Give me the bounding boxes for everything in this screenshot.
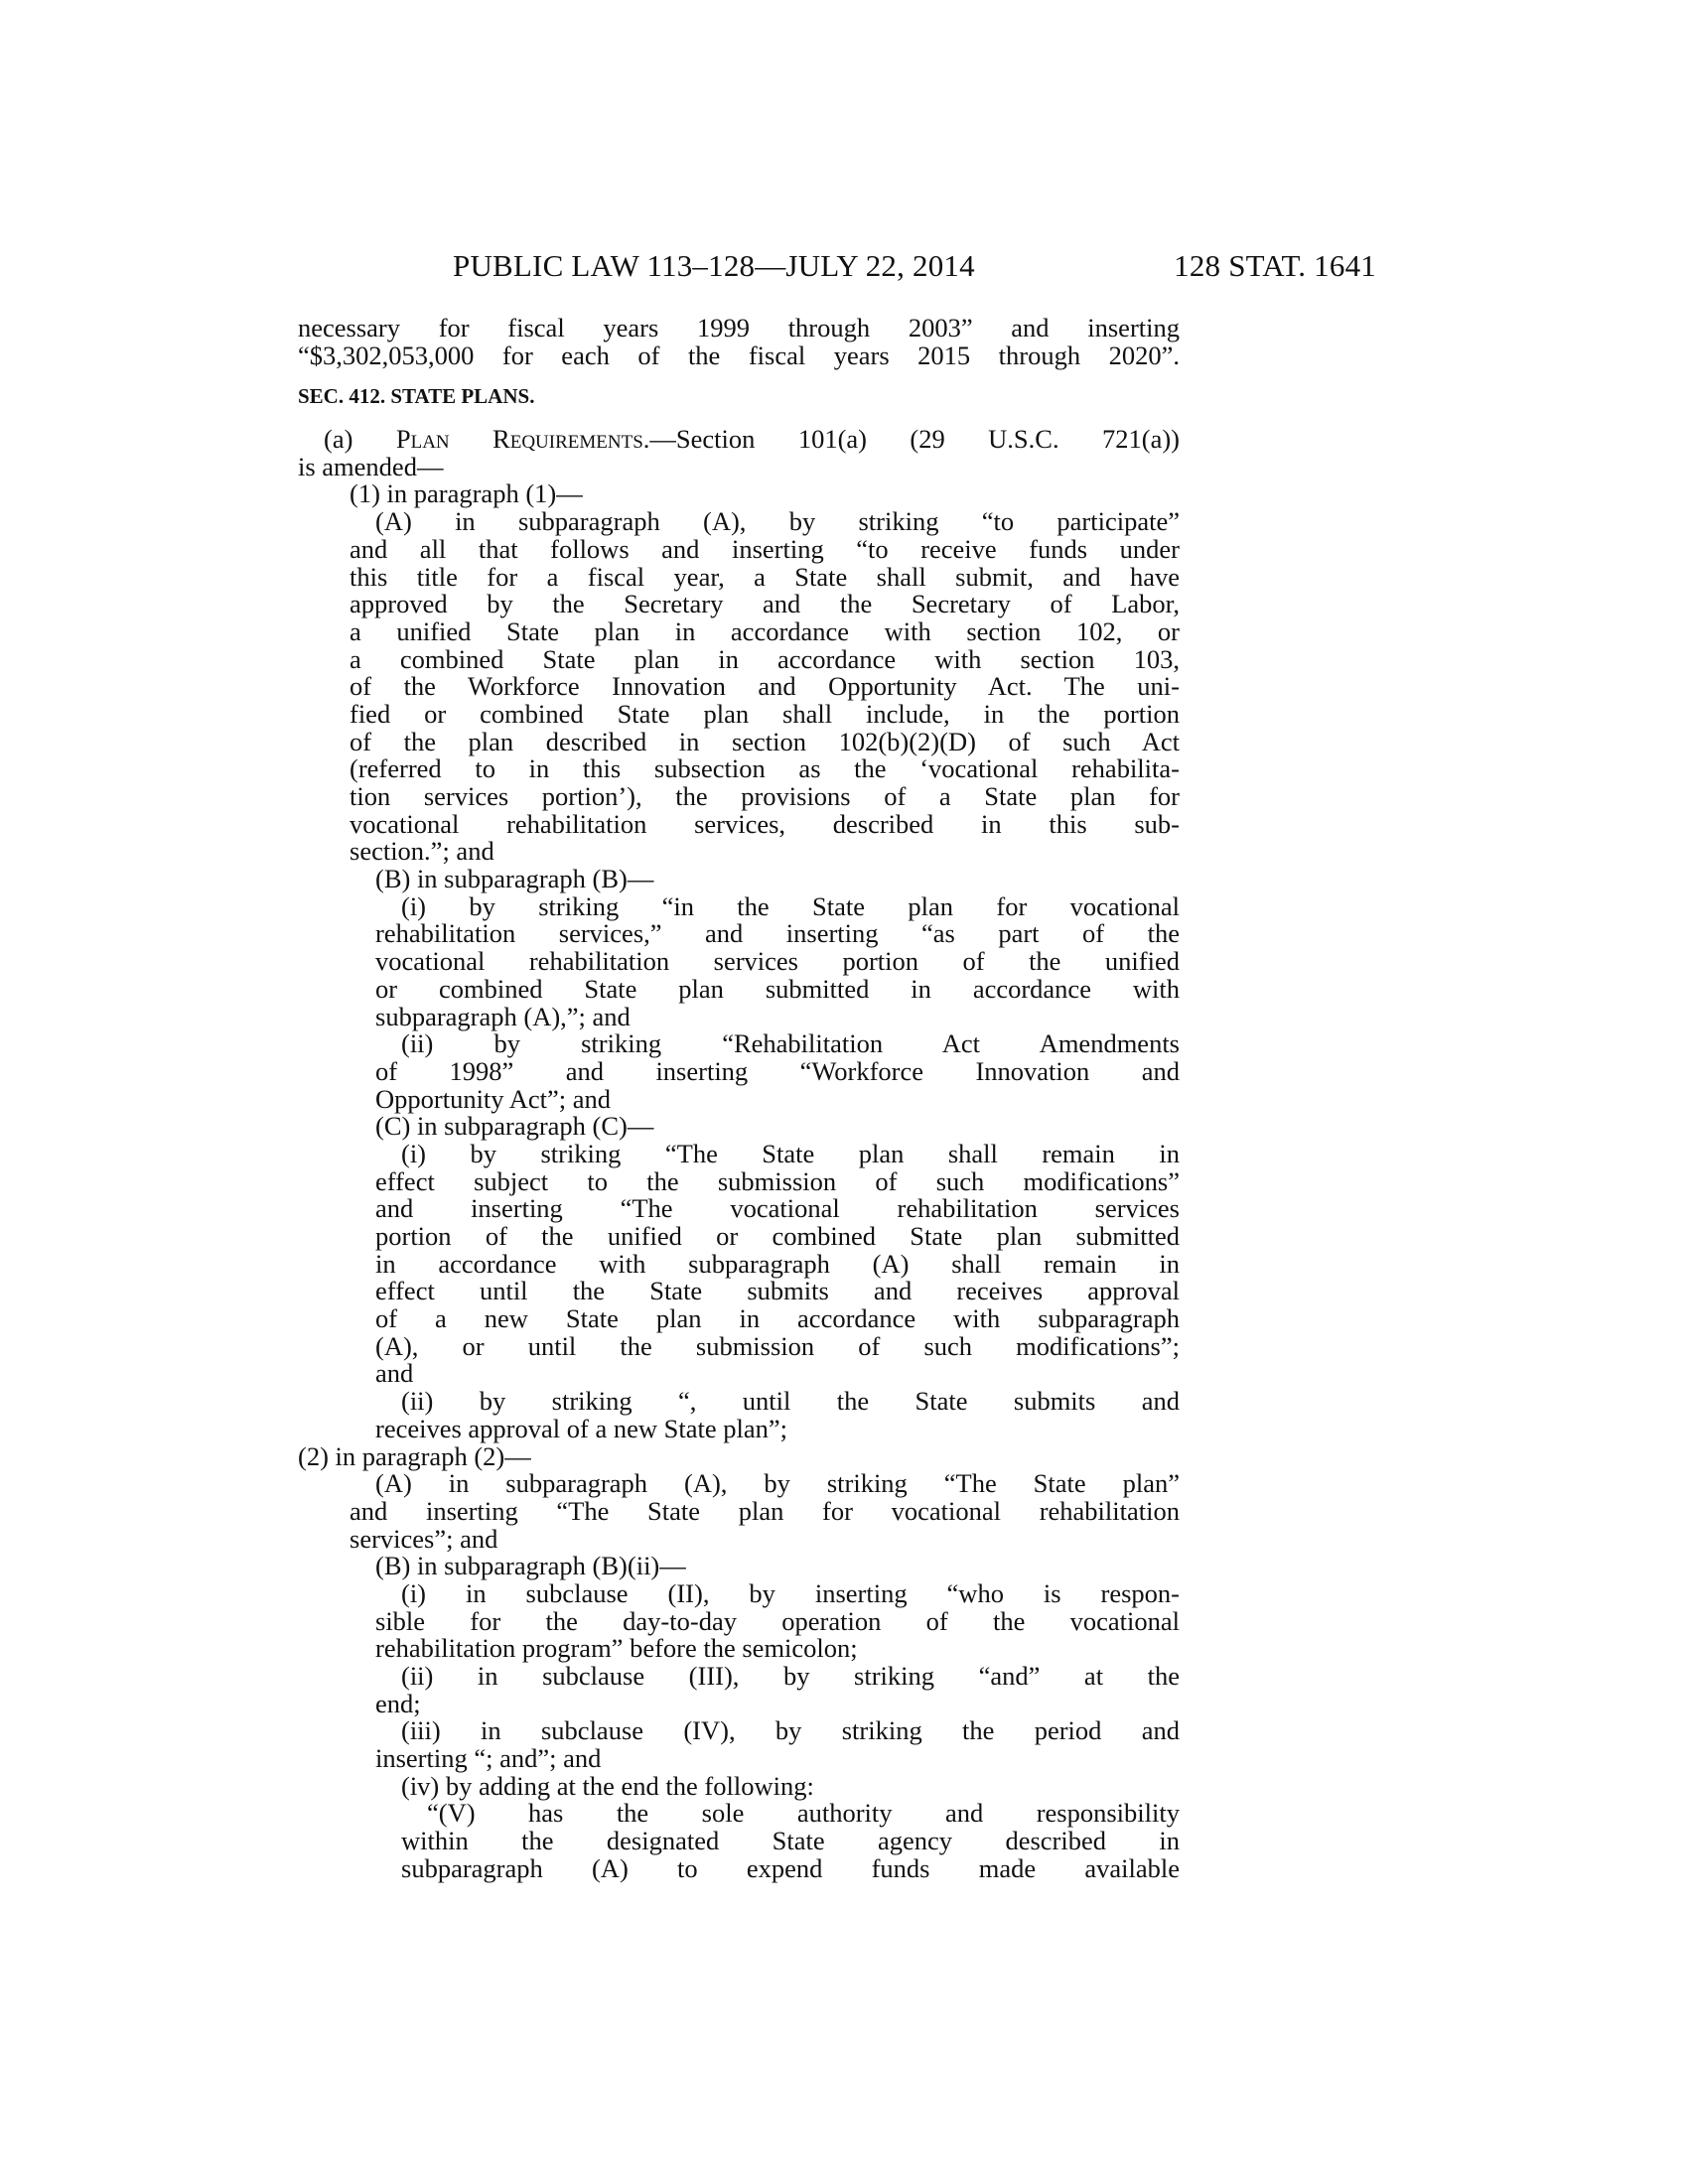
text-line: section.”; and <box>350 836 494 867</box>
text-line: sible for the day-to-day operation of the vocational <box>375 1605 1180 1636</box>
text-line: within the designated State agency described in <box>401 1826 1180 1856</box>
text-line: “(V) has the sole authority and responsibility <box>427 1798 1180 1829</box>
text-line: subparagraph (A),”; and <box>375 1001 631 1031</box>
text-line: this title for a fiscal year, a State shall submit, and have <box>350 561 1180 592</box>
text-line: a combined State plan in accordance with section 103, <box>350 643 1180 674</box>
text-line: or combined State plan submitted in accordance with <box>375 973 1180 1004</box>
text-line: vocational rehabilitation services portion of the unified <box>375 946 1180 977</box>
text-line: (C) in subparagraph (C)— <box>375 1111 654 1142</box>
text-line: and all that follows and inserting “to receive funds under <box>350 533 1180 564</box>
text-line: in accordance with subparagraph (A) shall remain in <box>375 1248 1180 1279</box>
text-line: effect until the State submits and receives approval <box>375 1276 1180 1306</box>
text-line: and inserting “The vocational rehabilitation services <box>375 1193 1180 1224</box>
text-line: services”; and <box>350 1523 498 1554</box>
text-line: of 1998” and inserting “Workforce Innovation and <box>375 1055 1180 1086</box>
text-line: of the Workforce Innovation and Opportunity Act. The uni- <box>350 671 1180 702</box>
text-line: (B) in subparagraph (B)(ii)— <box>375 1551 686 1581</box>
text-line: fied or combined State plan shall include, in the portion <box>350 698 1180 729</box>
page-header <box>453 246 1376 286</box>
text-line: (ii) by striking “, until the State submits and <box>401 1386 1180 1417</box>
text-line: rehabilitation services,” and inserting “as part of the <box>375 918 1180 949</box>
running-title: PUBLIC LAW 113–128—JULY 22, 2014 <box>453 248 975 283</box>
text-line: (ii) by striking “Rehabilitation Act Amendments <box>401 1028 1180 1059</box>
statute-citation: 128 STAT. 1641 <box>1174 248 1376 283</box>
text-line: vocational rehabilitation services, described in this sub- <box>350 808 1180 839</box>
text-line: of a new State plan in accordance with subparagraph <box>375 1303 1180 1334</box>
text-line: (ii) in subclause (III), by striking “and” at the <box>401 1661 1180 1691</box>
text-line: Opportunity Act”; and <box>375 1083 611 1114</box>
text-line: and inserting “The State plan for vocational rehabilitation <box>350 1495 1180 1526</box>
text-line: (i) by striking “The State plan shall remain in <box>401 1138 1180 1168</box>
text-line: receives approval of a new State plan”; <box>375 1413 787 1443</box>
text-line: “$3,302,053,000 for each of the fiscal years 2015 through 2020”. <box>298 340 1180 370</box>
text-line: (A) in subparagraph (A), by striking “to participate” <box>375 506 1180 537</box>
subsection-label: (a) <box>324 424 396 455</box>
text-line: (referred to in this subsection as the ‘vocational rehabilita- <box>350 753 1180 784</box>
text-line: end; <box>375 1688 421 1718</box>
text-line: tion services portion’), the provisions of a State plan for <box>350 781 1180 811</box>
text-line: (i) by striking “in the State plan for vocational <box>401 890 1180 921</box>
text-line: (iii) in subclause (IV), by striking the period and <box>401 1715 1180 1746</box>
text-line: necessary for fiscal years 1999 through 2003” and inserting <box>298 313 1180 342</box>
text-line: (1) in paragraph (1)— <box>350 478 583 509</box>
text-line: inserting “; and”; and <box>375 1743 602 1774</box>
text-line: approved by the Secretary and the Secretary of Labor, <box>350 589 1180 619</box>
statute-body <box>298 315 1180 1883</box>
text-line: portion of the unified or combined State plan submitted <box>375 1221 1180 1251</box>
text-line: (A) in subparagraph (A), by striking “The State plan” <box>375 1468 1180 1499</box>
text-line: (iv) by adding at the end the following: <box>401 1770 814 1801</box>
subsection-a-line <box>298 426 1180 454</box>
text-line: of the plan described in section 102(b)(2)(D) of such Act <box>350 726 1180 756</box>
text-line: subparagraph (A) to expend funds made available <box>401 1852 1180 1883</box>
text-line: is amended— <box>298 451 444 481</box>
text-line: (A), or until the submission of such modifications”; <box>375 1330 1180 1361</box>
text-line: and <box>375 1358 414 1389</box>
text-line: (B) in subparagraph (B)— <box>375 864 654 894</box>
text-line: rehabilitation program” before the semicolon; <box>375 1633 858 1664</box>
subsection-heading: Plan Requirements <box>395 424 643 455</box>
text-line: (i) in subclause (II), by inserting “who is respon- <box>401 1577 1180 1608</box>
section-heading: SEC. 412. STATE PLANS. <box>298 384 535 409</box>
text-line: effect subject to the submission of such modifications” <box>375 1165 1180 1196</box>
subsection-text: .—Section 101(a) (29 U.S.C. 721(a)) <box>642 424 1180 455</box>
text-line: (2) in paragraph (2)— <box>298 1440 531 1471</box>
text-line: a unified State plan in accordance with section 102, or <box>350 615 1180 646</box>
